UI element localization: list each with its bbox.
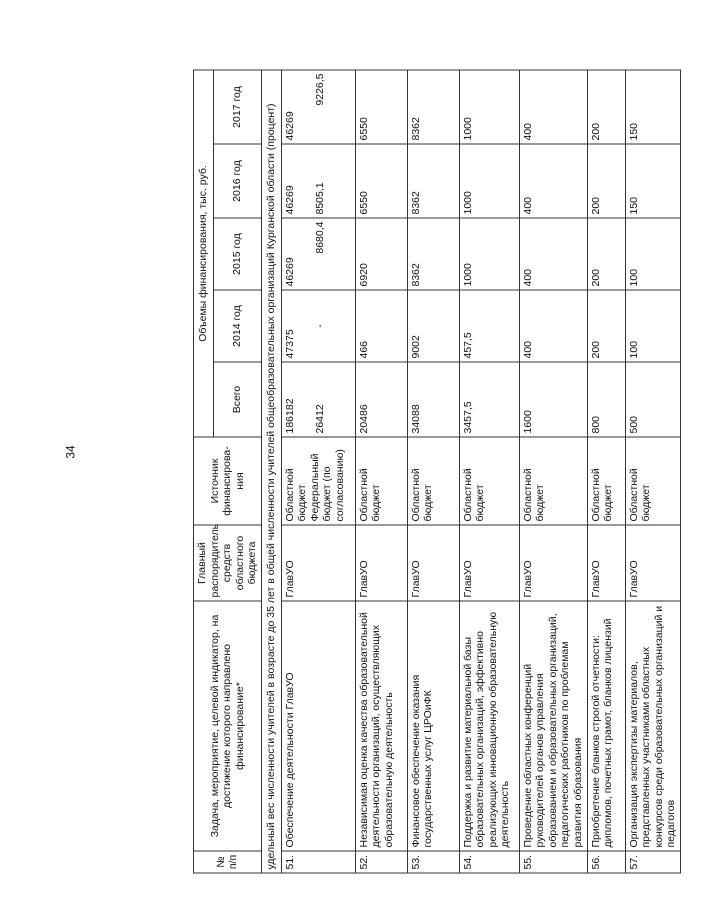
row-distributor: ГлавУО <box>519 525 587 601</box>
row-distributor: ГлавУО <box>407 525 459 601</box>
row-2014-federal: - <box>314 324 327 328</box>
header-2017: 2017 год <box>213 70 261 144</box>
section-title: удельный вес численности учителей в возрасте до 35 лет в общей численности учителей общеобразовательных организаций Курганской области (процент) <box>261 70 281 873</box>
row-2016: 150 <box>625 144 680 218</box>
row-2014: 466 <box>355 290 407 362</box>
table-row <box>281 70 355 873</box>
row-num: 56. <box>587 851 625 873</box>
row-2014: 457,5 <box>459 290 519 362</box>
row-source: Областной бюджет <box>407 437 459 525</box>
table-row <box>407 70 459 873</box>
row-task: Независимая оценка качества образовательной деятельности организаций, осуществляющих образовательную деятельность <box>355 601 407 851</box>
row-2015: 6920 <box>355 218 407 290</box>
row-distributor: ГлавУО <box>459 525 519 601</box>
row-task: Приобретение бланков строгой отчетности: дипломов, почетных грамот, бланков лицензий <box>587 601 625 851</box>
row-source: Областной бюджет <box>355 437 407 525</box>
page-number: 34 <box>63 445 78 459</box>
row-2015-regional: 46269 <box>283 257 296 287</box>
row-total: 800 <box>587 362 625 437</box>
row-num: 54. <box>459 851 519 873</box>
header-task: Задача, мероприятие, целевой индикатор, на достижение которого направлено финансирование* <box>194 601 262 851</box>
header-2015: 2015 год <box>213 218 261 290</box>
row-num: 51. <box>281 851 355 873</box>
row-num: 57. <box>625 851 680 873</box>
row-2016-regional: 46269 <box>283 185 296 215</box>
row-task: Обеспечение деятельности ГлавУО <box>281 601 355 851</box>
row-2015: 400 <box>519 218 587 290</box>
row-total: 500 <box>625 362 680 437</box>
row-2016: 1000 <box>459 144 519 218</box>
funding-table <box>193 69 681 873</box>
row-2017: 150 <box>625 70 680 144</box>
header-num: № п/п <box>194 851 262 873</box>
row-source <box>281 437 355 525</box>
table-row <box>587 70 625 873</box>
row-distributor: ГлавУО <box>355 525 407 601</box>
row-total-federal: 26412 <box>314 404 327 434</box>
row-2015 <box>281 218 355 290</box>
row-source: Областной бюджет <box>519 437 587 525</box>
row-2017: 8362 <box>407 70 459 144</box>
row-task: Поддержка и развитие материальной базы образовательных организаций, эффективно реализующих инновационную образовательную деятельность <box>459 601 519 851</box>
row-source: Областной бюджет <box>625 437 680 525</box>
row-total <box>281 362 355 437</box>
row-2016: 200 <box>587 144 625 218</box>
table-row <box>355 70 407 873</box>
row-2017: 6550 <box>355 70 407 144</box>
row-2016: 6550 <box>355 144 407 218</box>
row-total: 34088 <box>407 362 459 437</box>
row-2014: 400 <box>519 290 587 362</box>
row-2015-federal: 8680,4 <box>314 221 327 254</box>
row-total: 1600 <box>519 362 587 437</box>
table-row <box>519 70 587 873</box>
row-2017: 200 <box>587 70 625 144</box>
row-2016-federal: 8505,1 <box>314 182 327 215</box>
row-num: 52. <box>355 851 407 873</box>
header-2014: 2014 год <box>213 290 261 362</box>
header-2016: 2016 год <box>213 144 261 218</box>
row-2014 <box>281 290 355 362</box>
header-distributor: Главный распорядитель средств областного бюджета <box>194 525 262 601</box>
row-2015: 1000 <box>459 218 519 290</box>
row-2015: 100 <box>625 218 680 290</box>
row-source-federal: Федеральный бюджет (по согласованию) <box>308 449 346 522</box>
row-2014: 200 <box>587 290 625 362</box>
row-2014-regional: 47375 <box>283 329 296 359</box>
row-source-regional: Областной бюджет <box>283 468 309 522</box>
row-2015: 200 <box>587 218 625 290</box>
row-2016 <box>281 144 355 218</box>
row-2014: 9002 <box>407 290 459 362</box>
row-distributor: ГлавУО <box>625 525 680 601</box>
header-funding-group: Объемы финансирования, тыс. руб. <box>194 70 214 437</box>
row-task: Организация экспертизы материалов, представленных участниками областных конкурсов среди образовательных организаций и педагогов <box>625 601 680 851</box>
row-total-regional: 186182 <box>283 398 296 434</box>
header-source: Источник финансирова-ния <box>194 437 262 525</box>
row-2017 <box>281 70 355 144</box>
row-total: 3457,5 <box>459 362 519 437</box>
row-source: Областной бюджет <box>459 437 519 525</box>
row-task: Финансовое обеспечение оказания государственных услуг ЦРОиФК <box>407 601 459 851</box>
row-2016: 8362 <box>407 144 459 218</box>
row-2017-regional: 46269 <box>283 111 296 141</box>
header-total: Всего <box>213 362 261 437</box>
row-2016: 400 <box>519 144 587 218</box>
row-num: 53. <box>407 851 459 873</box>
row-task: Проведение областных конференций руководителей органов управления образованием и образовательных организаций, педагогических работников по проблемам развития образования <box>519 601 587 851</box>
row-total: 20486 <box>355 362 407 437</box>
table-row <box>459 70 519 873</box>
row-source: Областной бюджет <box>587 437 625 525</box>
row-2017: 400 <box>519 70 587 144</box>
row-2014: 100 <box>625 290 680 362</box>
table-row <box>625 70 680 873</box>
row-2017-federal: 9226,5 <box>314 73 327 106</box>
row-num: 55. <box>519 851 587 873</box>
row-2017: 1000 <box>459 70 519 144</box>
row-2015: 8362 <box>407 218 459 290</box>
row-distributor: ГлавУО <box>281 525 355 601</box>
row-distributor: ГлавУО <box>587 525 625 601</box>
funding-table-frame <box>193 71 713 874</box>
